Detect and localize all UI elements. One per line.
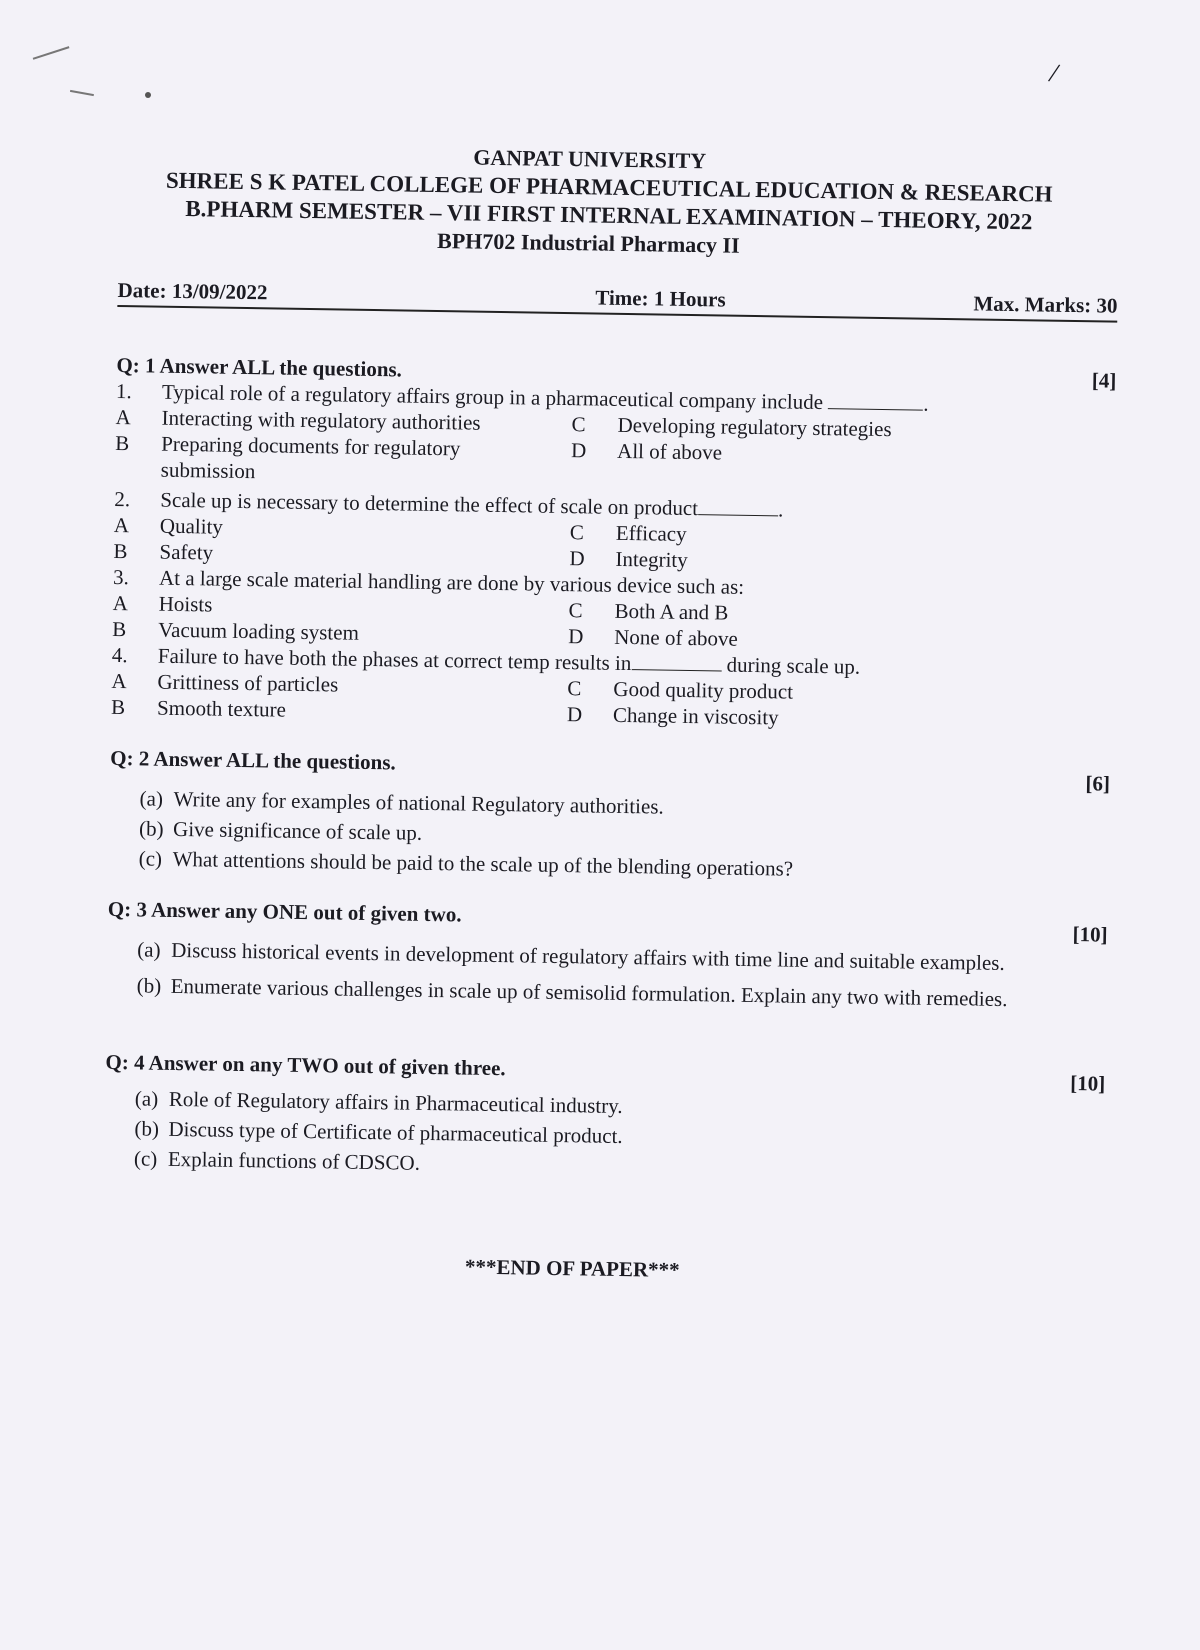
- q1-option-row: A Quality C Efficacy: [113, 512, 687, 546]
- q4-part: (c) Explain functions of CDSCO.: [133, 1146, 421, 1175]
- scan-speck: [145, 92, 151, 98]
- exam-date: Date: 13/09/2022: [117, 277, 268, 305]
- q1-item-number: 2.: [114, 486, 131, 512]
- q3-part: (b) Enumerate various challenges in scale up of semisolid formulation. Explain any two with remedies.: [136, 973, 1008, 1012]
- exam-meta-row: [117, 268, 1117, 323]
- q1-option-row: A Interacting with regulatory authorities C Developing regulatory strategies: [115, 404, 892, 442]
- exam-time: Time: 1 Hours: [595, 285, 726, 312]
- exam-max-marks: Max. Marks: 30: [973, 291, 1118, 318]
- q2-part: (a) Write any for examples of national Regulatory authorities.: [139, 786, 664, 819]
- option-a: Hoists: [158, 591, 213, 617]
- q1-option-row: A Grittiness of particles C Good quality product: [111, 668, 794, 704]
- q3-part: (a) Discuss historical events in development of regulatory affairs with time line and suitable examples.: [137, 937, 1005, 975]
- option-c: Good quality product: [613, 676, 794, 704]
- q4-marks: [10]: [1070, 1071, 1106, 1096]
- q1-option-row: B Smooth texture D Change in viscosity: [110, 694, 779, 730]
- q4-title: Q: 4 Answer on any TWO out of given three.: [105, 1049, 506, 1081]
- subject-title: BPH702 Industrial Pharmacy II: [436, 227, 740, 258]
- q4-part: (b) Discuss type of Certificate of pharmaceutical product.: [134, 1116, 623, 1149]
- q3-title: Q: 3 Answer any ONE out of given two.: [107, 896, 462, 927]
- exam-title: B.PHARM SEMESTER – VII FIRST INTERNAL EXAMINATION – THEORY, 2022: [185, 196, 1033, 235]
- option-d: Integrity: [615, 546, 688, 572]
- option-b: Safety: [159, 539, 214, 565]
- q2-title: Q: 2 Answer ALL the questions.: [110, 745, 396, 775]
- q1-item-question: Typical role of a regulatory affairs group in a pharmaceutical company include .: [161, 379, 929, 416]
- option-b: Smooth texture: [156, 695, 287, 722]
- option-d: Change in viscosity: [612, 702, 779, 730]
- exam-content: [102, 138, 1118, 1289]
- q1-item-question: Scale up is necessary to determine the effect of scale on product .: [160, 487, 784, 522]
- q1-option-row: B Safety D Integrity: [113, 538, 688, 572]
- option-a: Grittiness of particles: [157, 669, 339, 697]
- scan-scratch: [70, 90, 94, 96]
- option-d: None of above: [614, 624, 739, 651]
- option-b: Vacuum loading system: [158, 617, 360, 645]
- q1-item-number: 3.: [112, 564, 130, 590]
- q2-part: (c) What attentions should be paid to the scale up of the blending operations?: [138, 846, 794, 881]
- option-c: Developing regulatory strategies: [617, 412, 892, 442]
- q1-item-question: At a large scale material handling are done by various device such as:: [158, 565, 745, 599]
- pen-tick-mark: /: [1046, 57, 1062, 90]
- option-c: Both A and B: [614, 598, 729, 625]
- q1-mcq-list: [111, 378, 1056, 735]
- option-c: Efficacy: [615, 520, 687, 546]
- q4-part: (a) Role of Regulatory affairs in Pharmaceutical industry.: [134, 1086, 623, 1119]
- q1-option-row: A Hoists C Both A and B: [112, 590, 729, 625]
- end-of-paper: ***END OF PAPER***: [464, 1254, 680, 1282]
- q1-option-row: B Vacuum loading system D None of above: [112, 616, 739, 651]
- q1-item-number: 4.: [111, 642, 128, 668]
- option-d: All of above: [616, 438, 723, 465]
- q1-marks: [4]: [1091, 368, 1117, 393]
- option-a: Interacting with regulatory authorities: [161, 405, 481, 435]
- q1-option-row: B Preparing documents for regulatory submission D All of above: [115, 430, 1056, 497]
- q2-part: (b) Give significance of scale up.: [138, 816, 423, 845]
- q1-title: Q: 1 Answer ALL the questions.: [116, 352, 403, 382]
- scan-scratch: [33, 46, 70, 59]
- option-a: Quality: [159, 513, 224, 539]
- university-name: GANPAT UNIVERSITY: [473, 144, 707, 174]
- q1-item-question: Failure to have both the phases at correct temp results in during scale up.: [157, 643, 861, 679]
- option-b: Preparing documents for regulatory submission: [160, 431, 461, 484]
- q2-marks: [6]: [1085, 771, 1111, 796]
- college-name: SHREE S K PATEL COLLEGE OF PHARMACEUTICAL EDUCATION & RESEARCH: [165, 167, 1053, 207]
- q1-item-number: 1.: [115, 378, 132, 404]
- q3-marks: [10]: [1072, 922, 1108, 947]
